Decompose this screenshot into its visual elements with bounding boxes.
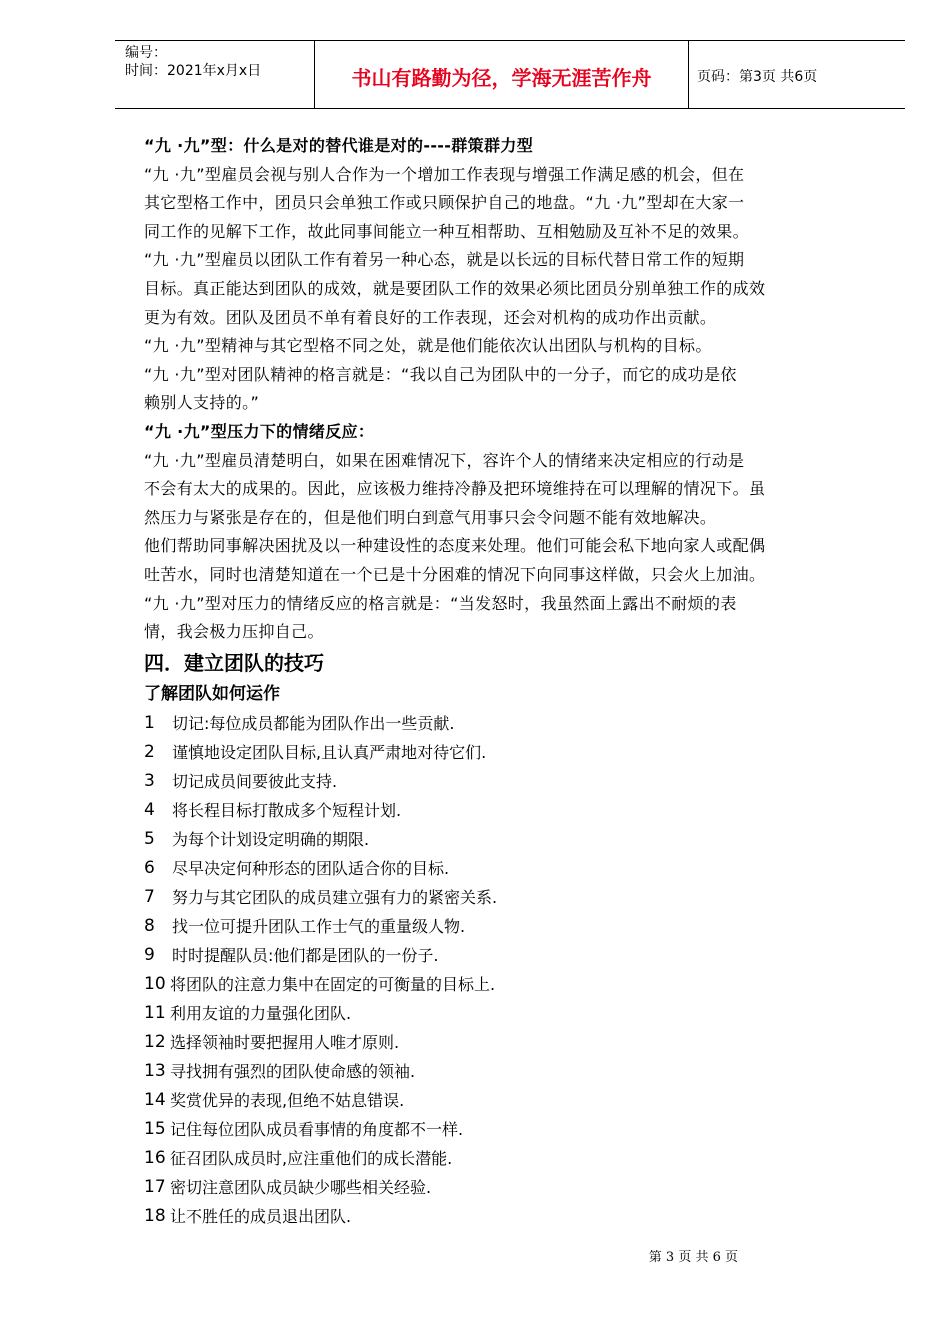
paragraph-line: “九 ·九”型雇员清楚明白，如果在困难情况下，容许个人的情绪来决定相应的行动是 [144,450,745,470]
list-item [144,854,879,883]
list-item-text: 时时提醒队员:他们都是团队的一份子. [172,945,439,965]
list-item-number: 1 [144,712,155,733]
paragraph-line: 吐苦水，同时也清楚知道在一个已是十分困难的情况下向同事这样做，只会火上加油。 [144,564,766,584]
list-item-text: 将长程目标打散成多个短程计划. [172,800,402,820]
paragraph-line: 目标。真正能达到团队的成效，就是要团队工作的效果必须比团员分别单独工作的成效 [144,278,766,298]
list-item [144,883,879,912]
list-item [144,1144,879,1173]
paragraph-line: 然压力与紧张是存在的，但是他们明白到意气用事只会令问题不能有效地解决。 [144,507,717,527]
list-item [144,825,879,854]
paragraph-line: “九 ·九”型雇员会视与别人合作为一个增加工作表现与增强工作满足感的机会，但在 [144,164,745,184]
list-item [144,1115,879,1144]
list-item [144,999,879,1028]
document-header [115,40,905,109]
list-item-text: 为每个计划设定明确的期限. [172,829,370,849]
list-item-text: 选择领袖时要把握用人唯才原则. [170,1032,400,1052]
list-item [144,1086,879,1115]
time-label: 时间：2021年x月x日 [125,63,262,79]
list-item [144,1173,879,1202]
list-item-number: 9 [144,944,155,965]
list-item-text: 利用友谊的力量强化团队. [170,1003,352,1023]
list-item-text: 将团队的注意力集中在固定的可衡量的目标上. [170,974,496,994]
list-item-number: 10 [144,973,166,994]
code-label: 编号： [125,45,167,61]
list-item [144,1057,879,1086]
list-item-number: 8 [144,915,155,936]
list-item-text: 努力与其它团队的成员建立强有力的紧密关系. [172,887,498,907]
list-item-text: 切记成员间要彼此支持. [172,771,338,791]
list-item-number: 2 [144,741,155,762]
list-item-text: 记住每位团队成员看事情的角度都不一样. [170,1119,464,1139]
tips-list [144,709,879,1231]
section-title-pressure: “九 ·九”型压力下的情绪反应： [144,421,375,441]
list-item-number: 11 [144,1002,166,1023]
header-motto: 书山有路勤为径，学海无涯苦作舟 [315,41,689,108]
list-item [144,1202,879,1231]
list-item-number: 12 [144,1031,166,1052]
list-item-text: 密切注意团队成员缺少哪些相关经验. [170,1177,432,1197]
list-item [144,970,879,999]
list-item-number: 16 [144,1147,166,1168]
list-item-text: 让不胜任的成员退出团队. [170,1206,352,1226]
paragraph-line: 其它型格工作中，团员只会单独工作或只顾保护自己的地盘。“九 ·九”型却在大家一 [144,193,745,213]
list-item [144,912,879,941]
list-item [144,1028,879,1057]
header-meta-cell [115,41,315,108]
list-item [144,941,879,970]
paragraph-line: 他们帮助同事解决困扰及以一种建设性的态度来处理。他们可能会私下地向家人或配偶 [144,536,766,556]
page-footer [0,1246,950,1265]
section-type99-body [144,161,879,418]
list-item-text: 谨慎地设定团队目标,且认真严肃地对待它们. [172,742,487,762]
list-item [144,796,879,825]
paragraph-line: “九 ·九”型精神与其它型格不同之处，就是他们能依次认出团队与机构的目标。 [144,336,712,356]
list-item-text: 征召团队成员时,应注重他们的成长潜能. [170,1148,453,1168]
footer-page-number: 第 3 页 共 6 页 [648,1250,738,1265]
section-subheading: 了解团队如何运作 [144,683,280,704]
list-item-text: 尽早决定何种形态的团队适合你的目标. [172,858,450,878]
list-item-number: 7 [144,886,155,907]
list-item-text: 寻找拥有强烈的团队使命感的领袖. [170,1061,416,1081]
section-heading-four: 四．建立团队的技巧 [144,650,324,675]
list-item [144,767,879,796]
list-item [144,738,879,767]
list-item [144,709,879,738]
paragraph-line: 同工作的见解下工作，故此同事间能立一种互相帮助、互相勉励及互补不足的效果。 [144,221,749,241]
list-item-number: 15 [144,1118,166,1139]
list-item-text: 奖赏优异的表现,但绝不姑息错误. [170,1090,405,1110]
list-item-number: 4 [144,799,155,820]
paragraph-line: “九 ·九”型对团队精神的格言就是：“我以自己为团队中的一分子，而它的成功是依 [144,364,737,384]
paragraph-line: “九 ·九”型雇员以团队工作有着另一种心态，就是以长远的目标代替日常工作的短期 [144,250,745,270]
document-body [144,132,879,1231]
paragraph-line: 赖别人支持的。” [144,393,260,413]
section-title-type99: “九 ·九”型：什么是对的替代谁是对的----群策群力型 [144,136,534,155]
list-item-number: 17 [144,1176,166,1197]
list-item-number: 5 [144,828,155,849]
list-item-text: 切记:每位成员都能为团队作出一些贡献. [172,713,455,733]
header-page-label: 页码：第3页 共6页 [697,68,818,85]
paragraph-line: “九 ·九”型对压力的情绪反应的格言就是：“当发怒时，我虽然面上露出不耐烦的表 [144,593,737,613]
paragraph-line: 不会有太大的成果的。因此，应该极力维持冷静及把环境维持在可以理解的情况下。虽 [144,479,766,499]
paragraph-line: 情，我会极力压抑自己。 [144,622,324,642]
list-item-number: 14 [144,1089,166,1110]
section-pressure-body [144,447,879,647]
list-item-number: 18 [144,1205,166,1226]
list-item-number: 13 [144,1060,166,1081]
paragraph-line: 更为有效。团队及团员不单有着良好的工作表现，还会对机构的成功作出贡献。 [144,307,717,327]
list-item-number: 6 [144,857,155,878]
list-item-text: 找一位可提升团队工作士气的重量级人物. [172,916,466,936]
list-item-number: 3 [144,770,155,791]
